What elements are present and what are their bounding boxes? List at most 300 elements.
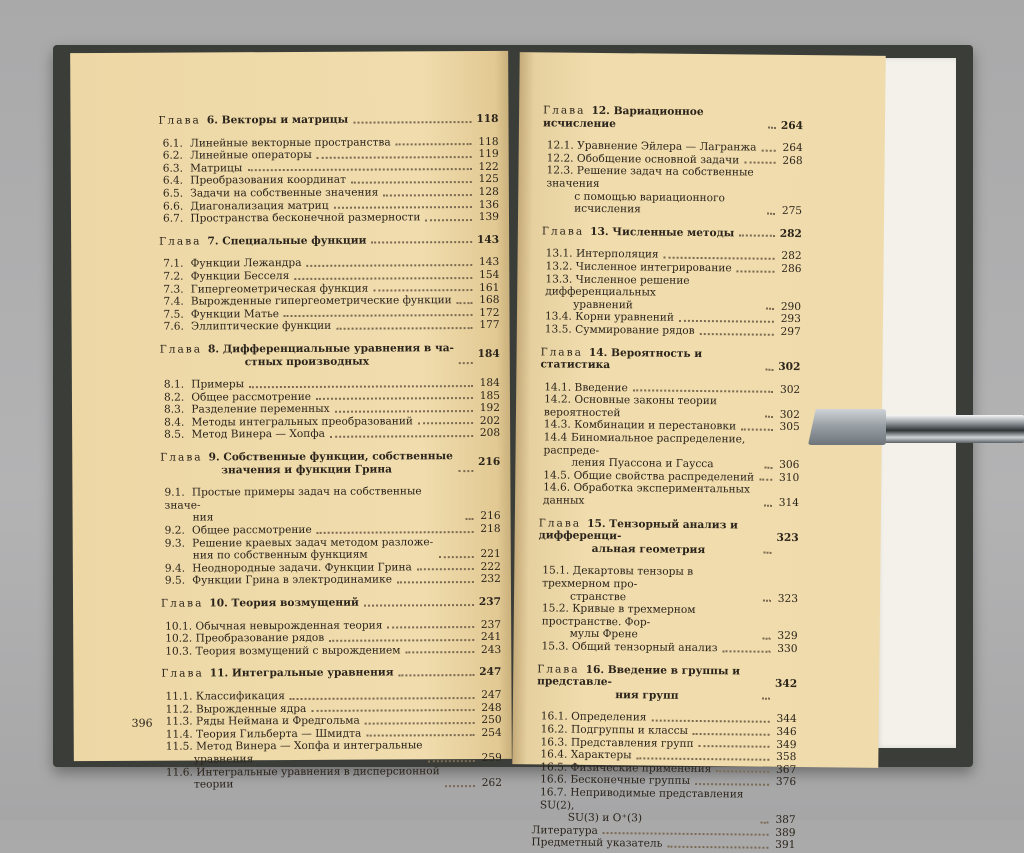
toc-line: [538, 517, 798, 558]
section-number: 14.5.: [543, 469, 571, 482]
dot-leader: [284, 314, 473, 317]
entry-title-line: Обработка экспериментальных данных: [542, 482, 751, 507]
section-number: 14.2.: [544, 393, 572, 406]
section-number: 8.5.: [164, 429, 185, 442]
section-number: 15.2.: [541, 602, 569, 615]
page-ref: 314: [778, 496, 800, 510]
entry-title: [543, 482, 759, 509]
chapter-number: 12.: [591, 104, 610, 118]
chapter-word: Глава: [158, 114, 201, 127]
toc-entry: [160, 427, 500, 441]
toc-line: [542, 565, 798, 605]
entry-title: [163, 149, 312, 162]
section-number: 7.6.: [163, 320, 184, 333]
page-ref: 202: [479, 414, 501, 427]
entry-title-line: Корни уравнений: [575, 311, 675, 325]
section-number: 8.3.: [163, 403, 185, 416]
entry-title: [164, 320, 332, 333]
toc-line: [158, 113, 498, 127]
entry-title-line: Простые примеры задач на собственные значе-: [164, 485, 422, 512]
section-number: 8.4.: [164, 416, 185, 429]
chapter-title: [161, 667, 393, 681]
entry-title: [164, 485, 460, 524]
dot-leader: [247, 168, 472, 171]
section-number: 12.3.: [546, 164, 574, 178]
pen-clip: [808, 409, 886, 445]
section-number: 9.1.: [164, 486, 185, 499]
section-number: 9.2.: [164, 524, 185, 537]
dot-leader: [764, 467, 772, 469]
page-ref: 391: [775, 839, 796, 852]
dot-leader: [351, 181, 472, 184]
dot-leader: [667, 846, 768, 849]
dot-leader: [399, 674, 475, 676]
toc-line: [537, 663, 797, 704]
chapter-title: [543, 104, 763, 131]
page-ref: 185: [479, 389, 500, 402]
page-ref: 250: [481, 714, 502, 727]
entry-title-line: Диагонализация матриц: [190, 199, 329, 213]
chapter-title: [159, 234, 366, 248]
chapter-number: 16.: [585, 663, 605, 676]
entry-title-line: Гипергеометрическая функция: [190, 282, 369, 296]
page-ref: 302: [779, 383, 801, 396]
dot-leader: [737, 270, 775, 272]
entry-title: [546, 248, 659, 262]
entry-title: [164, 403, 330, 416]
toc-line: [161, 666, 501, 680]
pen: [808, 407, 1024, 445]
entry-title: [165, 644, 400, 658]
chapter-word: Глава: [159, 343, 203, 356]
entry-title-line: теории: [193, 778, 234, 791]
page-ref: 268: [782, 154, 803, 167]
toc-line: [160, 342, 500, 369]
chapter-number: 13.: [590, 225, 609, 238]
chapter-number: 15.: [587, 517, 606, 530]
entry-title-line: Общие свойства распределений: [573, 469, 755, 484]
entry-title-line: Подгруппы и классы: [570, 723, 689, 737]
toc-line: [540, 786, 796, 826]
page-ref: 237: [480, 618, 502, 631]
dot-leader: [768, 127, 776, 129]
entry-title-line: уравнения: [193, 753, 254, 766]
toc-line: [542, 225, 802, 240]
section-number: 11.6.: [165, 766, 193, 779]
dot-leader: [723, 650, 771, 653]
section-number: 11.2.: [165, 703, 193, 716]
entry-title-line: Обобщение основной задачи: [576, 152, 740, 167]
dot-leader: [716, 771, 769, 774]
dot-leader: [365, 722, 475, 725]
toc-entry: [161, 573, 501, 587]
page-ref: 330: [777, 642, 798, 656]
entry-title-line: Эллиптические функции: [190, 320, 332, 333]
dot-leader: [335, 410, 473, 413]
entry-title: [546, 165, 763, 218]
entry-title-line: Представления групп: [570, 736, 694, 750]
chapter-heading: [161, 666, 501, 680]
entry-title: [163, 136, 391, 150]
page-ref: 264: [780, 119, 804, 132]
section-number: 13.1.: [545, 247, 573, 261]
section-number: 6.6.: [162, 200, 184, 213]
section-number: 7.5.: [163, 308, 184, 321]
page-ref: 139: [478, 211, 500, 224]
page-ref: 290: [780, 300, 802, 313]
page-ref: 286: [781, 262, 802, 276]
page-ref: 346: [776, 725, 797, 738]
pen-barrel: [878, 415, 1024, 443]
entry-title-line: Суммирование рядов: [575, 323, 695, 337]
chapter-title-line: ния групп: [615, 688, 679, 702]
entry-title-line: Теория Гильберта — Шмидта: [196, 727, 362, 741]
entry-title: [545, 323, 695, 337]
entry-title: [165, 524, 312, 537]
page-ref: 177: [479, 319, 500, 332]
chapter-title-line: Специальные функции: [222, 234, 367, 248]
chapter-title-line: Векторы и матрицы: [221, 113, 349, 127]
page-ref: 154: [479, 268, 500, 281]
chapter-title-line: значения и функции Грина: [221, 463, 393, 477]
page-ref: 122: [478, 160, 499, 173]
dot-leader: [294, 277, 472, 280]
section-number: 10.2.: [165, 632, 193, 645]
entry-title: [163, 162, 243, 175]
page-ref: 282: [779, 227, 802, 240]
page-ref: 125: [478, 173, 499, 186]
dot-leader: [364, 604, 474, 607]
page-ref: 136: [478, 198, 499, 211]
toc-line: [543, 431, 799, 471]
section-number: 16.3.: [540, 735, 568, 749]
chapter-number: 8.: [208, 343, 220, 356]
entry-title: [163, 270, 289, 283]
entry-title: [166, 702, 307, 715]
entry-title: [164, 391, 311, 404]
page-ref: 310: [778, 471, 800, 484]
chapter-heading: [537, 663, 797, 704]
section-number: 11.3.: [165, 715, 193, 728]
entry-title-line: Метод Винера — Хопфа и интегральные: [196, 739, 423, 753]
page-ref: 172: [479, 306, 500, 319]
entry-title-line: Преобразования координат: [190, 174, 346, 187]
section-number: 10.3.: [165, 645, 193, 658]
dot-leader: [761, 149, 775, 151]
entry-title-line: Матрицы: [190, 162, 243, 175]
entry-title: [540, 786, 756, 826]
entry-title-line: Обычная невырожденная теория: [195, 619, 383, 633]
entry-title-line: ния по собственным функциям: [192, 548, 368, 562]
chapter-number: 9.: [208, 451, 220, 464]
entry-title-line: Неприводимые представления SU(2),: [539, 786, 744, 812]
chapter-title-line: Вероятность и статистика: [540, 346, 703, 372]
entry-title-line: Введение: [574, 381, 628, 394]
dot-leader: [763, 638, 771, 640]
section-number: 11.1.: [165, 690, 193, 703]
chapter-title-line: альная геометрия: [591, 542, 706, 556]
entry-title: [163, 308, 279, 321]
entry-title: [164, 415, 413, 429]
entry-title-line: мулы Френе: [569, 628, 638, 641]
entry-title: [544, 394, 760, 421]
toc-line: [164, 427, 500, 441]
toc-line: [546, 165, 803, 218]
entry-title-line: Общее рассмотрение: [191, 390, 312, 404]
entry-title-line: Задачи на собственные значения: [190, 186, 379, 200]
section-number: 6.3.: [162, 162, 184, 175]
toc-line: [540, 346, 800, 374]
toc-entry: [160, 485, 500, 525]
entry-title-line: Неоднородные задачи. Функции Грина: [192, 561, 412, 575]
chapter-title-line: Вариационное исчисление: [542, 105, 704, 130]
entry-title: [166, 715, 360, 729]
chapter-title-line: Теория возмущений: [231, 596, 359, 610]
toc-line: [160, 450, 500, 477]
page-ref: 143: [478, 256, 500, 269]
page-ref: 264: [782, 142, 803, 155]
section-number: 9.5.: [164, 574, 186, 588]
section-number: 14.6.: [543, 481, 571, 495]
entry-title: [166, 765, 440, 792]
entry-title: [164, 428, 325, 441]
dot-leader: [761, 821, 769, 823]
section-number: 11.4.: [165, 728, 193, 741]
entry-title-line: ления Пуассона и Гаусса: [571, 456, 714, 471]
dot-leader: [330, 435, 473, 438]
entry-title-line: Функции Бесселя: [190, 269, 290, 283]
section-number: 12.2.: [546, 152, 574, 165]
chapter-title: [542, 225, 735, 240]
section-number: 16.4.: [540, 748, 568, 761]
page-ref: 128: [478, 185, 499, 198]
entry-title: [163, 187, 379, 201]
dot-leader: [762, 698, 770, 700]
left-page: [70, 51, 512, 791]
section-number: 7.2.: [163, 270, 184, 283]
toc-entry: [161, 644, 501, 658]
chapter-heading: [159, 234, 499, 248]
dot-leader: [249, 385, 473, 388]
entry-title-line: Численное интегрирование: [575, 260, 732, 275]
toc-entry: [541, 273, 801, 314]
section-number: 7.1.: [163, 257, 184, 271]
toc-entry: [538, 565, 798, 606]
toc-entry: [542, 165, 803, 218]
chapter-title: [160, 450, 453, 477]
entry-title-line: Методы интегральных преобразований: [191, 415, 413, 429]
toc-line: [542, 603, 798, 643]
dot-leader: [371, 241, 472, 244]
dot-leader: [290, 697, 475, 700]
section-number: 14.3.: [543, 418, 571, 432]
chapter-number: 11.: [209, 667, 229, 680]
page-ref: 168: [479, 294, 500, 307]
dot-leader: [759, 479, 772, 481]
entry-title-line: SU(3) и O⁺(3): [567, 811, 643, 825]
toc-line: [165, 536, 501, 563]
chapter-heading: [160, 342, 500, 369]
toc-line: [163, 211, 499, 225]
chapter-title-line: Дифференциальные уравнения в ча-: [222, 342, 454, 356]
page-ref: 184: [479, 376, 500, 390]
entry-title-line: Решение краевых задач методом разложе-: [192, 535, 434, 550]
entry-title: [165, 536, 434, 563]
chapter-title-line: Введение в группы и представле-: [537, 663, 741, 689]
toc-entry: [539, 482, 799, 510]
page-ref: 376: [775, 776, 797, 789]
toc-line: [543, 482, 799, 510]
toc-line: [163, 294, 499, 308]
chapter-title: [161, 597, 359, 611]
dot-leader: [329, 639, 474, 642]
dot-leader: [417, 568, 474, 570]
dot-leader: [418, 423, 473, 425]
toc-entry: [536, 786, 796, 827]
section-number: 7.4.: [163, 295, 184, 308]
chapter-heading: [158, 113, 498, 127]
dot-leader: [763, 552, 771, 554]
toc-line: [159, 234, 499, 248]
chapter-number: 10.: [209, 597, 228, 610]
toc-line: [165, 644, 501, 658]
chapter-number: 14.: [588, 346, 608, 359]
dot-leader: [334, 206, 472, 209]
page-ref: 305: [779, 421, 800, 434]
page-ref: 282: [781, 250, 802, 263]
entry-title-line: Решение задач на собственные значения: [546, 165, 754, 190]
page-ref: 342: [774, 677, 798, 691]
page-ref: 358: [776, 750, 797, 764]
section-number: 15.3.: [541, 640, 569, 653]
page-ref: 247: [481, 688, 502, 701]
right-table-of-contents: [531, 94, 804, 852]
entry-title: [543, 431, 759, 471]
entry-title: [163, 174, 346, 188]
toc-line: [545, 323, 801, 338]
section-number: 6.7.: [162, 212, 184, 225]
dot-leader: [651, 719, 769, 722]
dot-leader: [764, 504, 772, 506]
dot-leader: [767, 212, 775, 214]
page-ref: 247: [479, 666, 502, 679]
page-ref: 275: [781, 205, 803, 218]
dot-leader: [307, 264, 473, 267]
entry-title-line: Функции Матье: [190, 307, 280, 321]
dot-leader: [366, 734, 474, 737]
dot-leader: [445, 785, 475, 787]
page-block-edge: [876, 58, 956, 748]
tail-title: Литература: [531, 823, 598, 837]
page-ref: 241: [480, 631, 502, 644]
dot-leader: [699, 745, 770, 748]
chapter-title: [538, 517, 758, 557]
page-ref: 237: [478, 595, 502, 609]
dot-leader: [741, 429, 773, 431]
chapter-word: Глава: [538, 516, 582, 530]
entry-title-line: Вырожденные ядра: [195, 702, 307, 716]
entry-title-line: Характеры: [570, 748, 632, 762]
toc-entry: [539, 431, 799, 472]
chapter-number: 7.: [207, 235, 219, 248]
page-ref: 344: [776, 713, 797, 726]
chapter-title: [540, 346, 760, 373]
chapter-title-line: Интегральные уравнения: [231, 666, 394, 680]
dot-leader: [763, 600, 771, 602]
entry-title-line: Функции Грина в электродинамике: [192, 573, 392, 587]
entry-title: [544, 381, 628, 394]
dot-leader: [695, 783, 769, 786]
chapter-heading: [160, 450, 500, 477]
page-ref: 297: [780, 325, 801, 338]
toc-entry: [160, 319, 500, 333]
dot-leader: [397, 581, 474, 583]
page-ref: 248: [481, 701, 502, 714]
toc-line: [166, 764, 502, 791]
toc-line: [165, 573, 501, 587]
page-number: 396: [131, 717, 153, 731]
page-ref: 161: [479, 281, 500, 294]
toc-line: [543, 104, 803, 132]
section-number: 8.1.: [163, 378, 185, 391]
dot-leader: [336, 327, 472, 330]
section-number: 10.1.: [165, 620, 193, 633]
section-number: 13.2.: [545, 260, 573, 273]
entry-title-line: Классификация: [195, 690, 285, 703]
dot-leader: [425, 219, 472, 221]
entry-title: [542, 565, 758, 605]
dot-leader: [633, 390, 773, 393]
entry-title-line: Уравнение Эйлера — Лагранжа: [577, 139, 757, 154]
toc-entry: [538, 603, 798, 644]
entry-title-line: Бесконечные группы: [570, 773, 691, 788]
toc-entry: [159, 294, 499, 308]
toc-entry: [541, 323, 801, 338]
chapter-heading: [543, 104, 803, 132]
page-ref: 118: [476, 112, 499, 126]
page-ref: 243: [481, 643, 502, 656]
chapter-heading: [538, 517, 798, 558]
toc-line: [544, 394, 800, 422]
page-ref: 389: [775, 826, 796, 839]
chapter-heading: [542, 225, 802, 240]
toc-entry: [537, 640, 797, 655]
entry-title-line: Биномиальное распределение, распреде-: [543, 431, 746, 457]
entry-title-line: Общий тензорный анализ: [571, 640, 718, 655]
entry-title: [166, 740, 423, 767]
entry-title: [166, 727, 362, 741]
chapter-word: Глава: [541, 225, 585, 238]
dot-leader: [311, 709, 474, 712]
entry-title-line: Численное решение дифференциальных: [545, 273, 690, 299]
toc-line: [164, 485, 500, 525]
entry-title: [164, 378, 244, 391]
dot-leader: [766, 308, 774, 310]
entry-title-line: Комбинации и перестановки: [574, 419, 737, 433]
entry-title-line: Определения: [571, 711, 647, 724]
entry-title: [163, 211, 420, 225]
section-number: 14.4: [543, 431, 568, 444]
chapter-number: 6.: [206, 114, 218, 127]
page-ref: 216: [478, 456, 501, 469]
section-number: 6.2.: [162, 149, 183, 162]
entry-title-line: Физические применения: [570, 761, 712, 775]
entry-title-line: Вырожденные гипергеометрические функции: [190, 294, 452, 308]
chapter-word: Глава: [161, 667, 204, 681]
chapter-word: Глава: [537, 662, 580, 676]
entry-title: [165, 690, 284, 703]
dot-leader: [679, 320, 774, 323]
